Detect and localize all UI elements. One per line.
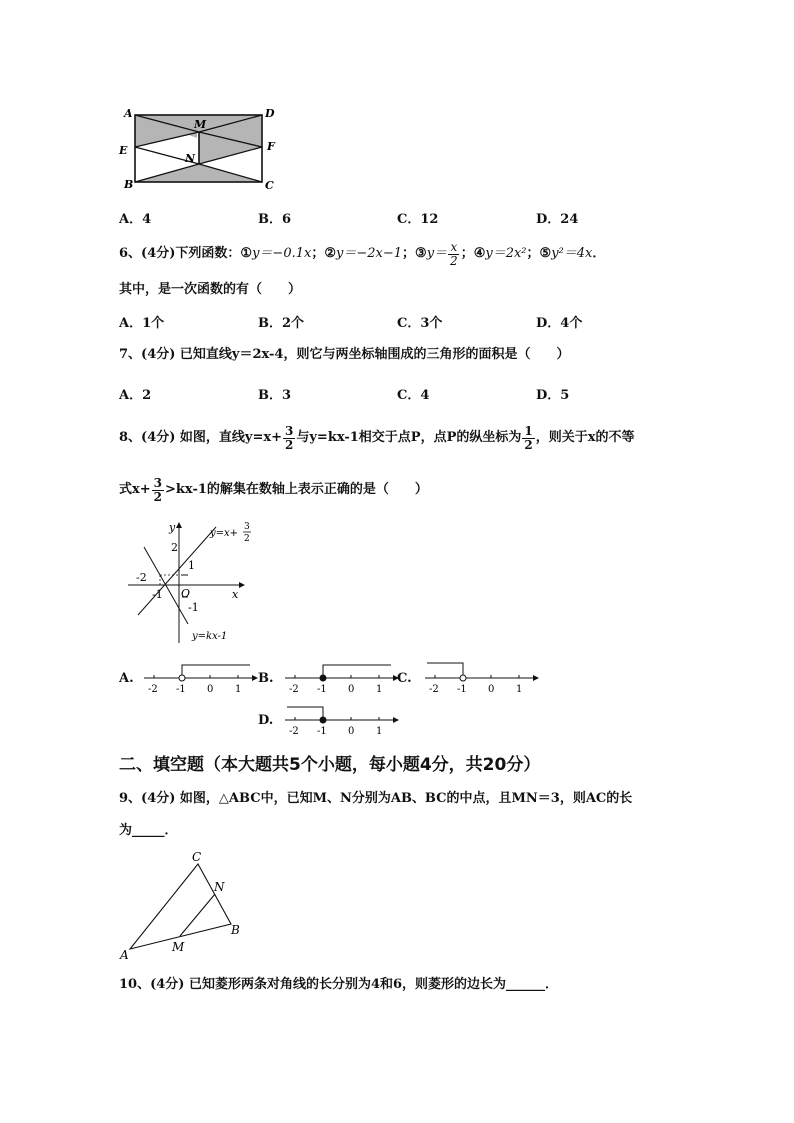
q6-line2: 其中，是一次函数的有（ ） xyxy=(119,282,302,297)
tick-x-neg1: -1 xyxy=(152,588,163,601)
q8-option-d-label[interactable]: D. xyxy=(258,713,274,728)
q7-option-b[interactable]: B．3 xyxy=(258,388,292,403)
svg-text:1: 1 xyxy=(376,726,383,737)
label-F: F xyxy=(267,140,275,153)
q5-option-d[interactable]: D．24 xyxy=(536,212,579,227)
q7-option-c[interactable]: C．4 xyxy=(397,388,430,403)
svg-text:1: 1 xyxy=(235,684,242,695)
tick-y1: 1 xyxy=(188,559,195,572)
q10-question: 10、(4分) 已知菱形两条对角线的长分别为4和6，则菱形的边长为______． xyxy=(119,977,559,992)
svg-text:0: 0 xyxy=(348,684,355,695)
q8-option-c-numberline[interactable] xyxy=(421,660,546,696)
svg-text:-1: -1 xyxy=(457,684,467,695)
q6-option-d[interactable]: D．4个 xyxy=(536,316,583,331)
section-2-title: 二、填空题（本大题共5个小题，每小题4分，共20分） xyxy=(119,755,541,775)
origin-label: O xyxy=(181,587,191,600)
x-axis-label: x xyxy=(232,588,239,601)
tick-x-neg2: -2 xyxy=(136,571,147,584)
svg-text:1: 1 xyxy=(516,684,523,695)
svg-text:-1: -1 xyxy=(176,684,186,695)
q8-option-a-label[interactable]: A. xyxy=(119,671,134,686)
label-B: B xyxy=(231,923,240,937)
label-N: N xyxy=(214,880,225,894)
svg-text:0: 0 xyxy=(488,684,495,695)
q8-question-line2: 式x+ $\frac{3}{2}$ >kx-1的解集在数轴上表示正确的是（ ） xyxy=(119,475,428,504)
q9-line2: 为_____． xyxy=(119,823,178,838)
q5-option-c[interactable]: C．12 xyxy=(397,212,439,227)
line1-label: y=x+ xyxy=(210,528,239,539)
y-axis-arrow xyxy=(176,522,182,528)
q8-coordinate-graph xyxy=(124,517,259,647)
q7-option-a[interactable]: A．2 xyxy=(119,388,152,403)
svg-text:-2: -2 xyxy=(289,684,299,695)
line2-label: y=kx-1 xyxy=(192,631,228,642)
q6-question: 6、(4分) 下列函数： ① y＝−0.1x ； ② y＝−2x−1 ； ③ y＝ $\frac{x}{2}$ ； ④ y＝2x² ； ⑤ y²＝4x ． xyxy=(119,239,606,268)
label-A: A xyxy=(120,948,129,962)
svg-text:-1: -1 xyxy=(317,684,327,695)
q9-triangle-figure xyxy=(118,848,253,963)
label-A: A xyxy=(124,107,133,120)
q6-option-c[interactable]: C．3个 xyxy=(397,316,443,331)
q5-option-a[interactable]: A．4 xyxy=(119,212,152,227)
svg-text:-2: -2 xyxy=(148,684,158,695)
line1-frac-num: 3 xyxy=(244,522,250,532)
shaded-region-bottom xyxy=(135,164,262,182)
line1-frac-den: 2 xyxy=(244,534,250,544)
x-axis-arrow xyxy=(239,582,245,588)
svg-text:-1: -1 xyxy=(317,726,327,737)
svg-text:-2: -2 xyxy=(289,726,299,737)
q7-question: 7、(4分) 已知直线y＝2x-4，则它与两坐标轴围成的三角形的面积是（ ） xyxy=(119,347,570,362)
q8-option-d-numberline[interactable] xyxy=(281,702,406,738)
y-axis-label: y xyxy=(169,521,176,534)
tick-y-neg1: -1 xyxy=(188,601,199,614)
label-M: M xyxy=(194,118,207,131)
q8-option-c-label[interactable]: C. xyxy=(397,671,412,686)
q8-option-b-numberline[interactable] xyxy=(281,660,406,696)
q5-option-b[interactable]: B．6 xyxy=(258,212,292,227)
q8-option-a-numberline[interactable] xyxy=(140,660,265,696)
tick-y2: 2 xyxy=(171,541,178,554)
label-D: D xyxy=(265,107,275,120)
q7-option-d[interactable]: D．5 xyxy=(536,388,570,403)
label-B: B xyxy=(124,178,134,191)
q9-line1: 9、(4分) 如图，△ABC中，已知M、N分别为AB、BC的中点，且MN＝3，则AC的长 xyxy=(119,791,633,806)
svg-text:0: 0 xyxy=(348,726,355,737)
label-C: C xyxy=(265,179,274,192)
svg-text:-2: -2 xyxy=(429,684,439,695)
svg-text:0: 0 xyxy=(207,684,214,695)
label-C: C xyxy=(192,850,202,864)
q8-option-b-label[interactable]: B. xyxy=(258,671,274,686)
label-M: M xyxy=(172,940,185,954)
q6-option-a[interactable]: A．1个 xyxy=(119,316,165,331)
label-E: E xyxy=(119,144,128,157)
q8-question-line1: 8、(4分) 如图，直线y=x+ $\frac{3}{2}$ 与y=kx-1相交于点P，点P的纵坐标为 $\frac{1}{2}$ ，则关于x的不等 xyxy=(119,423,635,452)
label-N: N xyxy=(185,152,196,165)
q6-option-b[interactable]: B．2个 xyxy=(258,316,305,331)
svg-text:1: 1 xyxy=(376,684,383,695)
q5-rectangle-figure xyxy=(112,102,282,197)
